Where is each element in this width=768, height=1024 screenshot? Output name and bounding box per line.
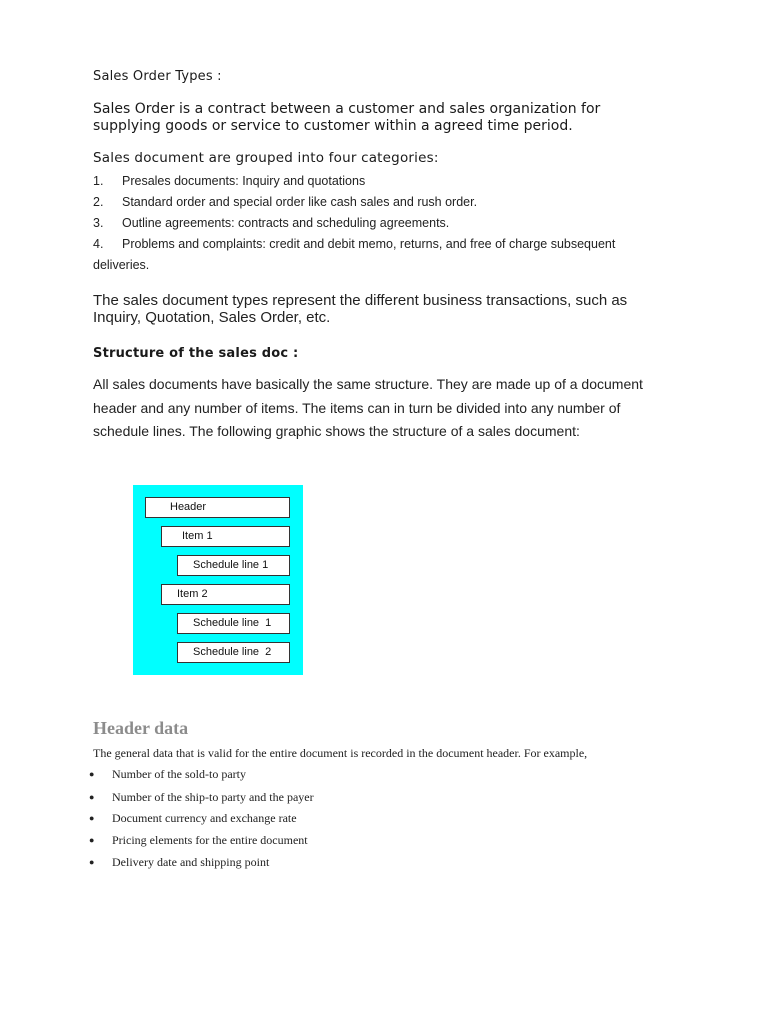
list-item-text: Number of the ship-to party and the payer <box>112 790 314 804</box>
category-item <box>93 234 713 254</box>
categories-heading: Sales document are grouped into four categories: <box>93 150 439 166</box>
diagram-schedule-line-box: Schedule line 1 <box>177 555 290 576</box>
header-data-intro: The general data that is valid for the entire document is recorded in the document header. For example, <box>93 746 588 760</box>
list-item-text: Pricing elements for the entire document <box>112 833 308 847</box>
list-item-text: Number of the sold-to party <box>112 767 246 781</box>
list-item-text: Document currency and exchange rate <box>112 811 297 825</box>
bullet-icon: ● <box>89 857 95 867</box>
diagram-schedule-line-box: Schedule line 2 <box>177 642 290 663</box>
structure-paragraph: All sales documents have basically the same structure. They are made up of a document header and any number of items. The items can in turn be divided into any number of schedule lines. The following graphic shows the structure of a sales document: <box>93 376 643 439</box>
category-item <box>93 213 653 233</box>
diagram-item1-box: Item 1 <box>161 526 290 547</box>
sales-document-structure-diagram <box>133 485 303 675</box>
bullet-icon: ● <box>89 769 95 779</box>
list-item <box>89 855 729 869</box>
list-item <box>89 767 729 781</box>
sales-order-definition: Sales Order is a contract between a customer and sales organization for supplying goods or service to customer within a agreed time period. <box>93 101 601 134</box>
sales-order-types-heading: Sales Order Types : <box>93 69 222 84</box>
list-item <box>89 811 729 825</box>
category-number: 4. <box>93 237 104 251</box>
diagram-header-box: Header <box>145 497 290 518</box>
category-text: Outline agreements: contracts and scheduling agreements. <box>122 216 450 230</box>
category-number: 1. <box>93 174 104 188</box>
category-continuation: deliveries. <box>93 258 150 272</box>
category-number: 2. <box>93 195 104 209</box>
category-text: Problems and complaints: credit and debit memo, returns, and free of charge subsequent <box>122 237 616 251</box>
diagram-schedule-line-box: Schedule line 1 <box>177 613 290 634</box>
bullet-icon: ● <box>89 792 95 802</box>
list-item <box>89 833 729 847</box>
category-item <box>93 171 653 191</box>
bullet-icon: ● <box>89 813 95 823</box>
bullet-icon: ● <box>89 835 95 845</box>
document-types-paragraph: The sales document types represent the different business transactions, such as Inquiry, Quotation, Sales Order, etc. <box>93 292 628 326</box>
category-text: Presales documents: Inquiry and quotations <box>122 174 366 188</box>
list-item-text: Delivery date and shipping point <box>112 855 270 869</box>
header-data-title: Header data <box>93 718 189 738</box>
diagram-item2-box: Item 2 <box>161 584 290 605</box>
category-text: Standard order and special order like cash sales and rush order. <box>122 195 478 209</box>
structure-heading: Structure of the sales doc : <box>93 346 299 361</box>
list-item <box>89 790 729 804</box>
category-number: 3. <box>93 216 104 230</box>
category-item <box>93 192 653 212</box>
